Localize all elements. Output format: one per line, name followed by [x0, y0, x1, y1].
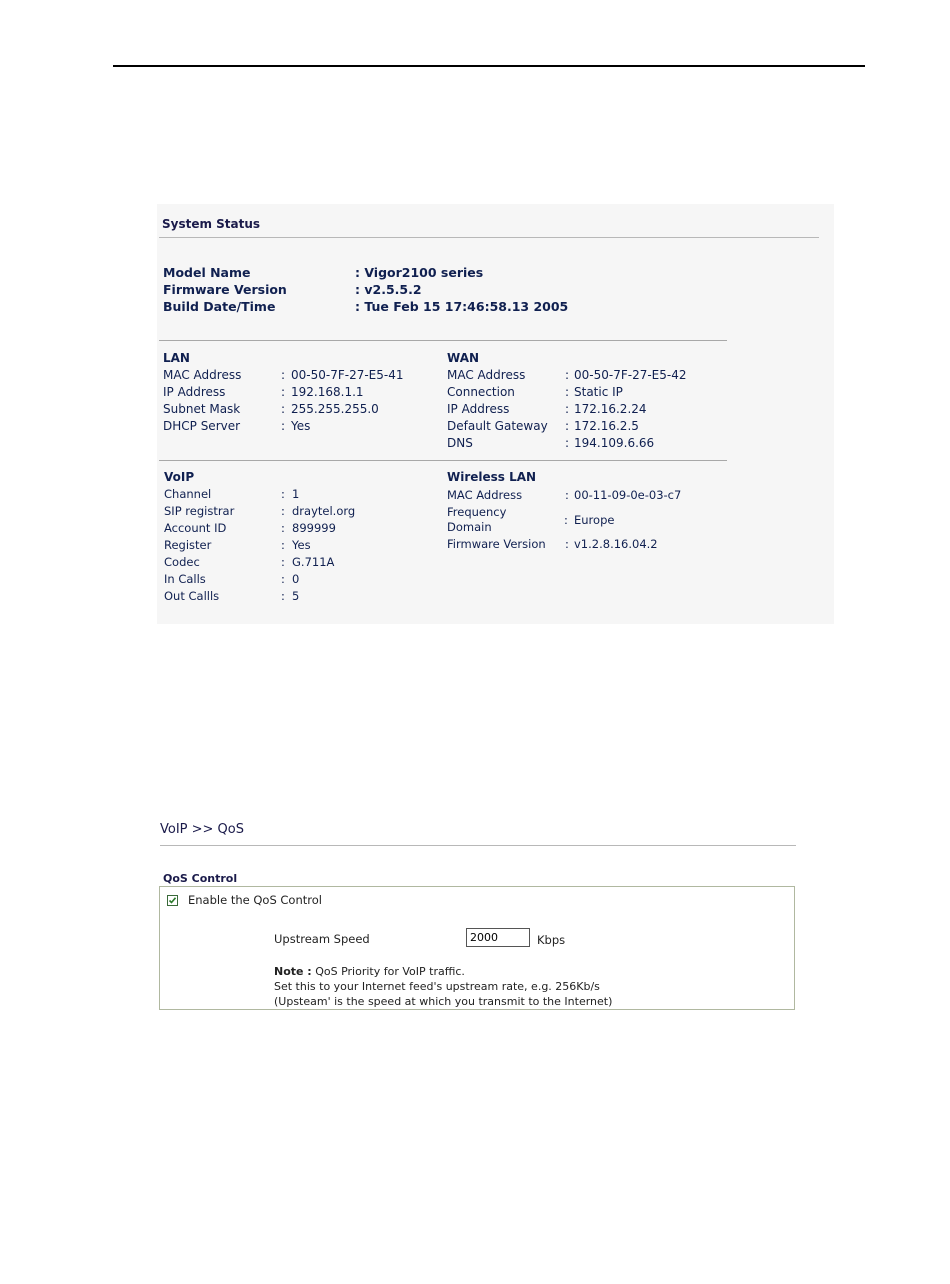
voip-label: SIP registrar — [164, 504, 235, 518]
lan-label: IP Address — [163, 385, 226, 399]
colon: : — [281, 385, 286, 399]
model-name-value: : Vigor2100 series — [355, 265, 484, 280]
voip-label: In Calls — [164, 572, 206, 586]
checkmark-icon — [168, 896, 177, 905]
wireless-fw-value: v1.2.8.16.04.2 — [574, 537, 658, 551]
wan-label: IP Address — [447, 402, 510, 416]
colon: : — [565, 436, 570, 450]
upstream-speed-input[interactable] — [466, 928, 530, 947]
colon: : — [565, 488, 569, 502]
wireless-freq-label-2: Domain — [447, 520, 492, 534]
note-line-2: Set this to your Internet feed's upstream rate, e.g. 256Kb/s — [274, 980, 600, 993]
section-divider — [159, 460, 727, 461]
wan-title: WAN — [447, 351, 480, 365]
upstream-speed-label: Upstream Speed — [274, 932, 370, 946]
note-prefix: Note : — [274, 965, 312, 978]
voip-value: draytel.org — [292, 504, 356, 518]
colon: : — [281, 521, 285, 535]
firmware-version-label: Firmware Version — [163, 282, 287, 297]
voip-label: Codec — [164, 555, 200, 569]
colon: : — [565, 385, 570, 399]
wan-label: MAC Address — [447, 368, 526, 382]
title-divider — [159, 237, 819, 238]
firmware-version-value: : v2.5.5.2 — [355, 282, 422, 297]
lan-value: 00-50-7F-27-E5-41 — [291, 368, 404, 382]
lan-value: 192.168.1.1 — [291, 385, 364, 399]
colon: : — [565, 537, 569, 551]
wireless-freq-value: Europe — [574, 513, 615, 527]
colon: : — [281, 487, 285, 501]
page-header-rule — [113, 65, 865, 67]
voip-value: 1 — [292, 487, 300, 501]
enable-qos-checkbox[interactable] — [167, 895, 178, 906]
voip-value: Yes — [292, 538, 311, 552]
lan-value: Yes — [291, 419, 311, 433]
colon: : — [281, 572, 285, 586]
voip-label: Out Callls — [164, 589, 220, 603]
colon: : — [281, 402, 286, 416]
note-text-1: QoS Priority for VoIP traffic. — [311, 965, 465, 978]
lan-value: 255.255.255.0 — [291, 402, 379, 416]
colon: : — [281, 589, 285, 603]
note-line-3: (Upsteam' is the speed at which you transmit to the Internet) — [274, 995, 613, 1008]
wan-value: 172.16.2.5 — [574, 419, 639, 433]
lan-label: Subnet Mask — [163, 402, 241, 416]
colon: : — [281, 504, 285, 518]
wan-label: DNS — [447, 436, 473, 450]
build-date-value: : Tue Feb 15 17:46:58.13 2005 — [355, 299, 569, 314]
qos-page-title: VoIP >> QoS — [160, 822, 244, 837]
colon: : — [565, 402, 570, 416]
wireless-freq-label-1: Frequency — [447, 505, 507, 519]
speed-unit-label: Kbps — [537, 933, 566, 947]
voip-title: VoIP — [164, 470, 195, 484]
wan-value: 194.109.6.66 — [574, 436, 655, 450]
wan-label: Connection — [447, 385, 515, 399]
wireless-mac-label: MAC Address — [447, 488, 523, 502]
wireless-title: Wireless LAN — [447, 470, 537, 484]
voip-label: Channel — [164, 487, 212, 501]
enable-qos-label: Enable the QoS Control — [188, 893, 322, 907]
wireless-mac-value: 00-11-09-0e-03-c7 — [574, 488, 682, 502]
system-status-panel — [157, 204, 834, 624]
voip-value: 5 — [292, 589, 300, 603]
build-date-label: Build Date/Time — [163, 299, 276, 314]
wireless-freq-colon: : — [564, 513, 568, 527]
colon: : — [281, 538, 285, 552]
system-status-title: System Status — [162, 217, 261, 231]
lan-label: MAC Address — [163, 368, 242, 382]
voip-value: 0 — [292, 572, 300, 586]
qos-section-title: QoS Control — [163, 872, 238, 885]
voip-label: Account ID — [164, 521, 227, 535]
section-divider — [159, 340, 727, 341]
voip-value: 899999 — [292, 521, 336, 535]
wan-value: 00-50-7F-27-E5-42 — [574, 368, 687, 382]
wireless-fw-label: Firmware Version — [447, 537, 546, 551]
qos-title-divider — [160, 845, 796, 846]
wan-value: 172.16.2.24 — [574, 402, 647, 416]
colon: : — [565, 419, 570, 433]
model-name-label: Model Name — [163, 265, 251, 280]
note-line-1 — [274, 965, 465, 978]
wan-value: Static IP — [574, 385, 623, 399]
colon: : — [281, 419, 286, 433]
lan-title: LAN — [163, 351, 190, 365]
colon: : — [565, 368, 570, 382]
lan-label: DHCP Server — [163, 419, 241, 433]
voip-value: G.711A — [292, 555, 335, 569]
colon: : — [281, 368, 286, 382]
qos-control-box — [159, 886, 795, 1010]
voip-label: Register — [164, 538, 212, 552]
colon: : — [281, 555, 285, 569]
wan-label: Default Gateway — [447, 419, 548, 433]
